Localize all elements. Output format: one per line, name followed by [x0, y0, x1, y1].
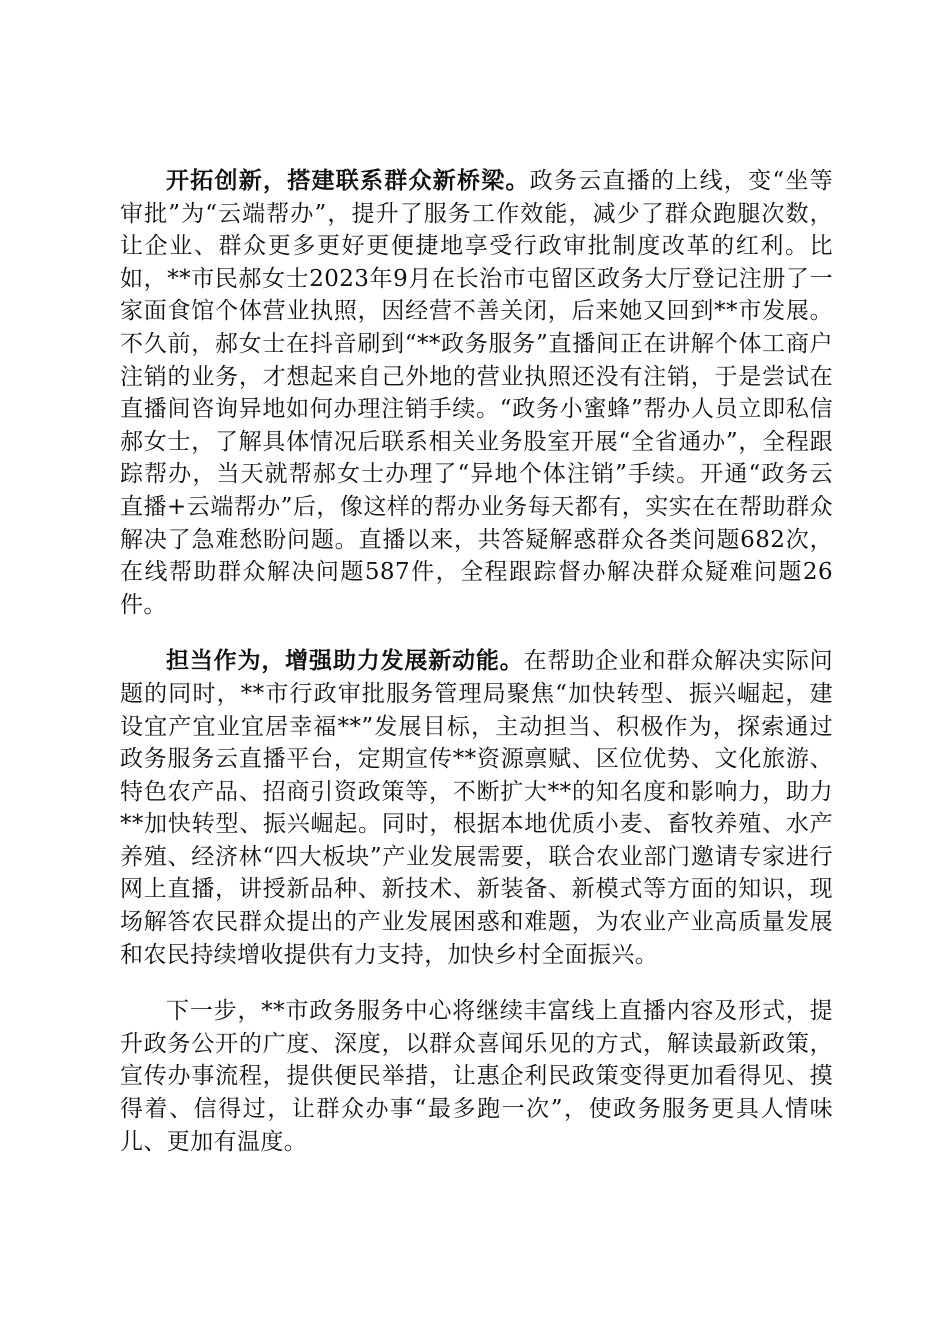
paragraph-next-step	[120, 995, 833, 1158]
paragraph-take-responsibility	[120, 645, 833, 971]
paragraph-heading: 开拓创新，搭建联系群众新桥梁。	[166, 168, 530, 194]
paragraph-heading: 担当作为，增强助力发展新动能。	[166, 648, 524, 675]
document-page	[120, 165, 833, 1182]
paragraph-body: 下一步，**市政务服务中心将继续丰富线上直播内容及形式，提升政务公开的广度、深度，以群众喜闻乐见的方式，解读最新政策，宣传办事流程，提供便民举措，让惠企利民政策变得更加看得见、摸得着、信得过，让群众办事“最多跑一次”，使政务服务更具人情味儿、更加有温度。	[120, 998, 833, 1155]
paragraph-body: 在帮助企业和群众解决实际问题的同时，**市行政审批服务管理局聚焦“加快转型、振兴崛起，建设宜产宜业宜居幸福**”发展目标，主动担当、积极作为，探索通过政务服务云直播平台，定期宣传**资源禀赋、区位优势、文化旅游、特色农产品、招商引资政策等，不断扩大**的知名度和影响力，助力**加快转型、振兴崛起。同时，根据本地优质小麦、畜牧养殖、水产养殖、经济林“四大板块”产业发展需要，联合农业部门邀请专家进行网上直播，讲授新品种、新技术、新装备、新模式等方面的知识，现场解答农民群众提出的产业发展困惑和难题，为农业产业高质量发展和农民持续增收提供有力支持，加快乡村全面振兴。	[120, 648, 834, 968]
paragraph-body: 政务云直播的上线，变“坐等审批”为“云端帮办”，提升了服务工作效能，减少了群众跑腿次数，让企业、群众更多更好更便捷地享受行政审批制度改革的红利。比如，**市民郝女士2023年9月在长治市屯留区政务大厅登记注册了一家面食馆个体营业执照，因经营不善关闭，后来她又回到**市发展。不久前，郝女士在抖音刷到“**政务服务”直播间正在讲解个体工商户注销的业务，才想起来自己外地的营业执照还没有注销，于是尝试在直播间咨询异地如何办理注销手续。“政务小蜜蜂”帮办人员立即私信郝女士，了解具体情况后联系相关业务股室开展“全省通办”，全程跟踪帮办，当天就帮郝女士办理了“异地个体注销”手续。开通“政务云直播+云端帮办”后，像这样的帮办业务每天都有，实实在在帮助群众解决了急难愁盼问题。直播以来，共答疑解惑群众各类问题682次，在线帮助群众解决问题587件，全程跟踪督办解决群众疑难问题26件。	[120, 168, 833, 618]
paragraph-explore-innovation	[120, 165, 833, 621]
